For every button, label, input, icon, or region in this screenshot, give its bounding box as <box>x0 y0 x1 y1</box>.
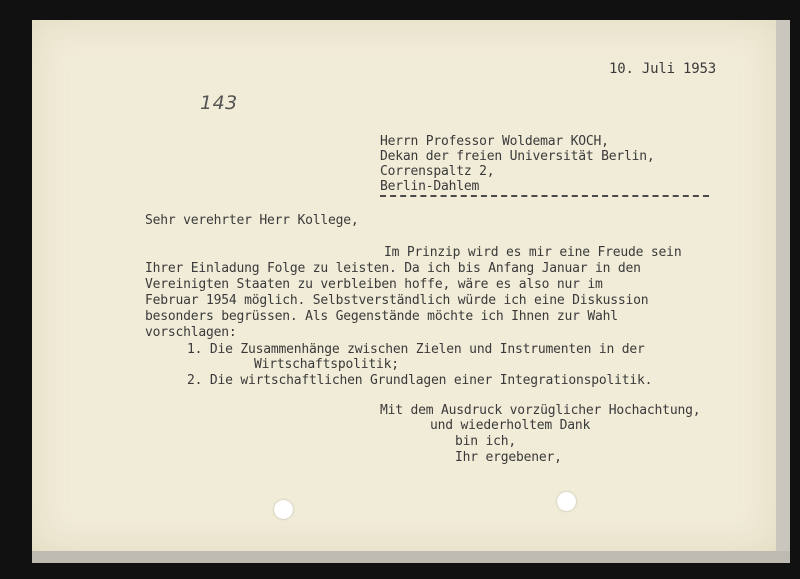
address-line: Correnspaltz 2, <box>380 164 495 179</box>
closing-line: und wiederholtem Dank <box>430 418 591 433</box>
handwritten-archive-number: 143 <box>200 92 238 114</box>
closing-line: Mit dem Ausdruck vorzüglicher Hochachtung, <box>380 403 701 418</box>
address-line: Herrn Professor Woldemar KOCH, <box>380 134 609 149</box>
body-line: Ihrer Einladung Folge zu leisten. Da ich bis Anfang Januar in den <box>145 261 641 276</box>
page-edge-shadow <box>32 551 790 563</box>
body-line: Vereinigten Staaten zu verbleiben hoffe, wäre es also nur im <box>145 277 603 292</box>
list-item: 1. Die Zusammenhänge zwischen Zielen und Instrumenten in der <box>187 342 645 357</box>
letter-date: 10. Juli 1953 <box>609 61 716 77</box>
body-line: Im Prinzip wird es mir eine Freude sein <box>384 245 682 260</box>
address-line: Berlin-Dahlem <box>380 179 480 194</box>
body-line: vorschlagen: <box>145 325 237 340</box>
address-underline <box>380 195 709 197</box>
punch-hole <box>274 500 293 519</box>
body-line: Februar 1954 möglich. Selbstverständlich würde ich eine Diskussion <box>145 293 649 308</box>
closing-line: bin ich, <box>455 434 517 449</box>
body-line: besonders begrüssen. Als Gegenstände möchte ich Ihnen zur Wahl <box>145 309 618 324</box>
punch-hole <box>557 492 576 511</box>
closing-line: Ihr ergebener, <box>455 450 562 465</box>
address-line: Dekan der freien Universität Berlin, <box>380 149 655 164</box>
page-edge-shadow <box>776 20 790 551</box>
salutation: Sehr verehrter Herr Kollege, <box>145 213 359 228</box>
list-item: 2. Die wirtschaftlichen Grundlagen einer Integrationspolitik. <box>187 373 653 388</box>
list-item-continuation: Wirtschaftspolitik; <box>254 357 399 372</box>
